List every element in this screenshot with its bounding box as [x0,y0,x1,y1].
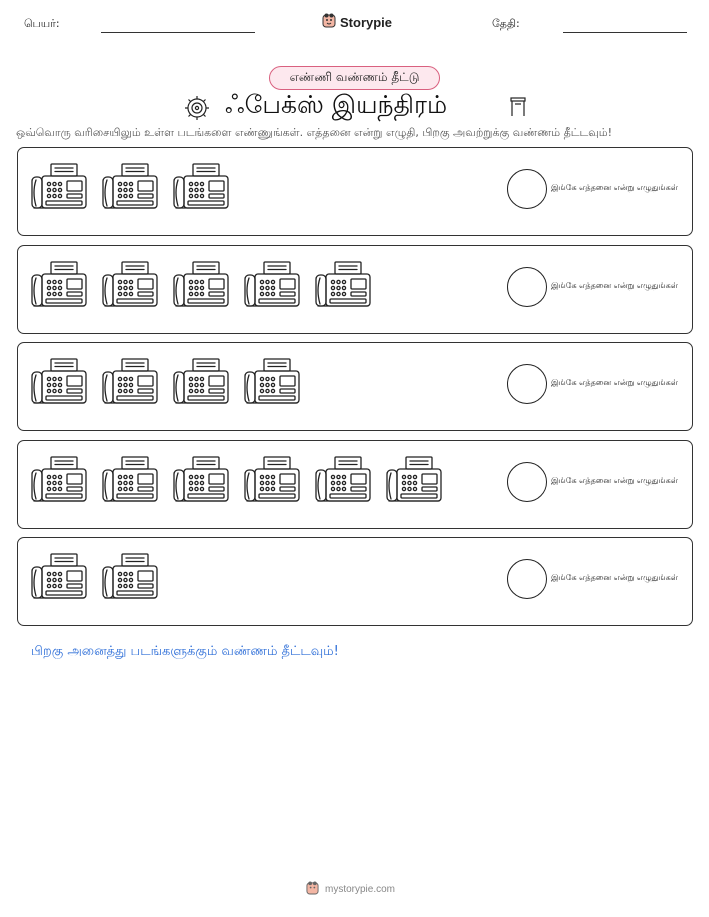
answer-label: இங்கே எத்தனை என்று எழுதுங்கள் [551,378,678,387]
fax-machine-icon[interactable] [101,455,159,507]
row-icons [30,455,443,507]
fax-machine-icon[interactable] [172,455,230,507]
fax-machine-icon[interactable] [243,260,301,312]
brand [322,12,392,32]
row-icons [30,260,372,312]
counting-row [17,147,693,236]
fax-machine-icon [509,96,527,122]
fax-machine-icon[interactable] [243,357,301,409]
fax-machine-icon[interactable] [101,552,159,604]
answer-circle[interactable] [507,267,547,307]
fax-machine-icon[interactable] [30,455,88,507]
row-icons [30,357,301,409]
fax-machine-icon[interactable] [172,357,230,409]
fax-machine-icon[interactable] [172,162,230,214]
footer-note: பிறகு அனைத்து படங்களுக்கும் வண்ணம் தீட்டவும்! [31,644,339,659]
fax-machine-icon[interactable] [314,455,372,507]
fax-machine-icon[interactable] [314,260,372,312]
name-write-line[interactable] [101,32,255,33]
brand-name: Storypie [340,14,393,30]
answer-circle[interactable] [507,364,547,404]
date-label: தேதி: [492,17,520,30]
fax-machine-icon[interactable] [30,260,88,312]
page-footer [306,880,395,899]
counting-row [17,245,693,334]
row-icons [30,162,230,214]
answer-circle[interactable] [507,462,547,502]
answer-circle[interactable] [507,169,547,209]
answer-label: இங்கே எத்தனை என்று எழுதுங்கள் [551,183,678,192]
fax-machine-icon[interactable] [243,455,301,507]
title-row [0,90,709,124]
answer-label: இங்கே எத்தனை என்று எழுதுங்கள் [551,475,678,485]
name-label: பெயர்: [24,17,60,30]
fax-machine-icon[interactable] [172,260,230,312]
row-icons [30,552,159,604]
fax-machine-icon[interactable] [30,357,88,409]
storypie-logo-icon [306,880,319,899]
date-write-line[interactable] [563,32,687,33]
instructions: ஒவ்வொரு வரிசையிலும் உள்ள படங்களை எண்ணுங்கள். எத்தனை என்று எழுதி, பிறகு அவற்றுக்கு வண்ணம் தீட்டவும்! [16,126,613,139]
fax-machine-icon[interactable] [101,162,159,214]
counting-row [17,342,693,431]
fax-machine-icon[interactable] [30,162,88,214]
activity-badge: எண்ணி வண்ணம் தீட்டு [269,66,440,90]
page-title: ஃபேக்ஸ் இயந்திரம் [225,90,448,119]
gear-icon [183,94,211,126]
answer-label: இங்கே எத்தனை என்று எழுதுங்கள் [551,573,678,582]
answer-circle[interactable] [507,559,547,599]
counting-row [17,440,693,529]
fax-machine-icon[interactable] [101,260,159,312]
storypie-logo-icon [322,12,336,32]
footer-url[interactable]: mystorypie.com [325,884,396,895]
answer-label: இங்கே எத்தனை என்று எழுதுங்கள் [551,280,678,290]
counting-row [17,537,693,626]
fax-machine-icon[interactable] [30,552,88,604]
fax-machine-icon[interactable] [101,357,159,409]
page-header [0,0,709,50]
fax-machine-icon[interactable] [385,455,443,507]
